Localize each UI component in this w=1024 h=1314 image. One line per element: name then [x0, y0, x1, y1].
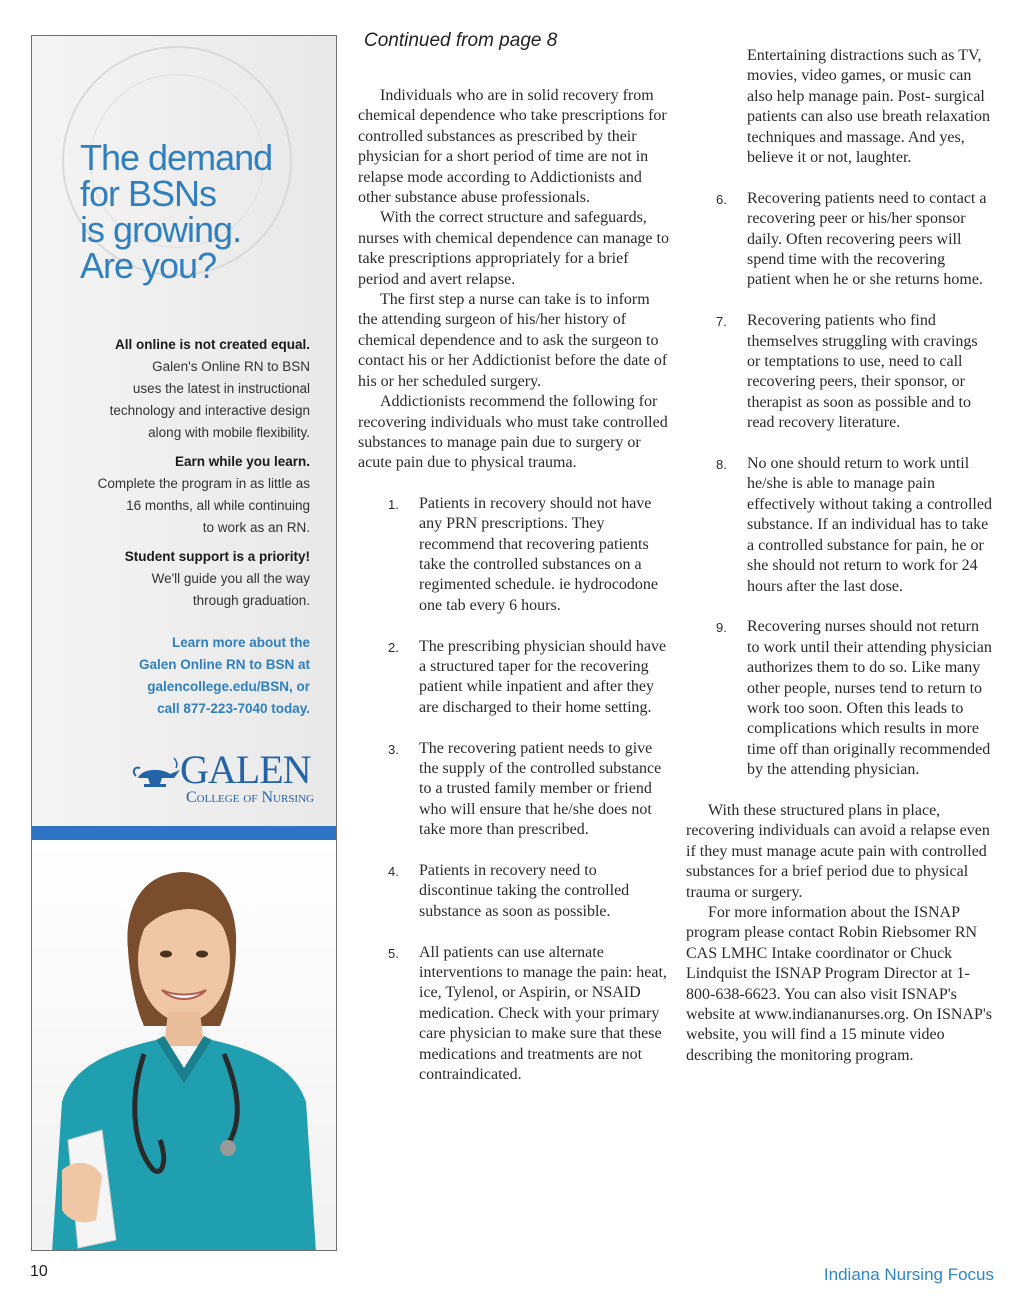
list-text: All patients can use alternate interventions to manage the pain: heat, ice, Tylenol, or Aspirin, or NSAID medication. Check with your primary care physician to make sure that these medications and treatments are not contraindicated.	[419, 943, 667, 1084]
list-item	[358, 494, 670, 616]
ad-headline	[80, 137, 320, 286]
list-item	[686, 617, 992, 780]
ad-copy	[42, 334, 310, 612]
recommendations-list-continued	[686, 46, 992, 781]
article-paragraph: Addictionists recommend the following for recovering individuals who must take controlled substances to manage pain due to surgery or acute pain due to physical trauma.	[358, 393, 668, 472]
galen-logo	[132, 748, 312, 810]
list-item	[358, 739, 670, 841]
article-paragraph: With these structured plans in place, recovering individuals can avoid a relapse even if they must manage acute pain with controlled substances for a brief period due to physical trauma or surgery.	[686, 801, 990, 901]
ad-cta-line: Learn more about the	[171, 635, 310, 650]
list-item	[686, 454, 992, 597]
list-number: 4.	[388, 863, 399, 879]
list-text: The prescribing physician should have a structured taper for the recovering patient while inpatient and after they are discharged to their home setting.	[419, 637, 667, 716]
list-number: 3.	[388, 741, 399, 757]
list-number: 2.	[388, 639, 399, 655]
article-column-right	[686, 46, 992, 1066]
list-item	[358, 637, 670, 719]
list-text: Recovering patients who find themselves struggling with cravings or temptations to use, need to call recovering peers, their sponsor, or therapist as soon as possible and to read recovery literature.	[747, 312, 978, 432]
ad-block-heading: Earn while you learn.	[174, 454, 310, 469]
ad-headline-line: The demand	[80, 137, 273, 178]
list-number: 1.	[388, 496, 399, 512]
list-text: Recovering nurses should not return to work until their attending physician authorizes them to do so. Like many other people, nurses tend to return to work too soon. Often this leads to complications which results in more time off than originally recommended by the attending physician.	[747, 618, 992, 779]
list-item	[358, 861, 670, 922]
list-number: 8.	[716, 457, 727, 473]
article-paragraph: Individuals who are in solid recovery from chemical dependence who take prescriptions for controlled substances as prescribed by their physician for a short period of time are not in relapse mode according to Addictionists and other substance abuse professionals.	[358, 87, 667, 207]
ad-headline-line: Are you?	[80, 245, 217, 286]
list-item	[358, 943, 670, 1086]
list-text: Patients in recovery need to discontinue taking the controlled substance as soon as possible.	[419, 861, 630, 920]
continued-label: Continued from page 8	[364, 30, 558, 51]
article-paragraph: For more information about the ISNAP program please contact Robin Riebsomer RN CAS LMHC Intake coordinator or Chuck Lindquist the ISNAP Program Director at 1-800-638-6623. You can also visit ISNAP's website at www.indiananurses.org. On ISNAP's website, you will find a 15 minute video describing the monitoring program.	[686, 903, 992, 1064]
ad-block-line: Complete the program in as little as	[97, 476, 310, 491]
list-text: No one should return to work until he/she is able to manage pain effectively without taking a controlled substance. If an individual has to take a controlled substance for pain, he or she should not return to work for 24 hours after the last dose.	[747, 455, 992, 595]
ad-block-line: uses the latest in instructional	[132, 381, 310, 396]
publication-name: Indiana Nursing Focus	[823, 1265, 994, 1284]
page-number: 10	[30, 1263, 48, 1280]
list-text: Recovering patients need to contact a recovering peer or his/her sponsor daily. Often recovering peers will spend time with the recovering patient when he or she returns home.	[747, 189, 987, 289]
ad-block-heading: Student support is a priority!	[124, 549, 310, 564]
ad-cta-line: call 877-223-7040 today.	[157, 701, 310, 716]
ad-block-line: Galen's Online RN to BSN	[152, 359, 310, 374]
list-text: Patients in recovery should not have any PRN prescriptions. They recommend that recovering patients take the controlled substances on a regimented schedule. ie hydrocodone one tab every 6 hours.	[419, 494, 659, 614]
article-column-middle	[358, 86, 670, 1106]
list-item	[686, 189, 992, 291]
article-paragraph: With the correct structure and safeguards, nurses with chemical dependence can manage to take prescriptions appropriately for a brief period and avert relapse.	[358, 209, 669, 288]
logo-subtitle: College of Nursing	[185, 789, 314, 806]
list-number: 5.	[388, 945, 399, 961]
ad-accent-band	[32, 826, 336, 840]
ad-block-line: through graduation.	[192, 593, 310, 608]
ad-block-line: 16 months, all while continuing	[126, 498, 310, 513]
ad-call-to-action	[92, 632, 310, 720]
ad-block-line: along with mobile flexibility.	[148, 425, 310, 440]
nurse-photo	[32, 840, 336, 1251]
ad-block-line: to work as an RN.	[202, 520, 310, 535]
ad-block-line: technology and interactive design	[109, 403, 310, 418]
ad-block-heading: All online is not created equal.	[114, 337, 310, 352]
list-number: 6.	[716, 191, 727, 207]
list-item-continuation	[686, 46, 992, 168]
list-number: 9.	[716, 620, 727, 636]
ad-headline-line: for BSNs	[80, 173, 217, 214]
list-number: 7.	[716, 314, 727, 330]
ad-block-line: We'll guide you all the way	[151, 571, 310, 586]
recommendations-list	[358, 494, 670, 1086]
logo-name: GALEN	[180, 747, 311, 792]
list-item	[686, 311, 992, 433]
article-paragraph: The first step a nurse can take is to inform the attending surgeon of his/her history of chemical dependence and to ask the surgeon to contact his or her Addictionist before the date of his or her scheduled surgery.	[358, 291, 668, 390]
ad-cta-line: Galen Online RN to BSN at	[138, 657, 310, 672]
ad-cta-line: galencollege.edu/BSN, or	[147, 679, 310, 694]
lamp-icon	[132, 756, 182, 790]
ad-headline-line: is growing.	[80, 209, 242, 250]
list-text: Entertaining distractions such as TV, movies, video games, or music can also help manage pain. Post- surgical patients can also use breath relaxation techniques and massage. And yes, believe it or not, laughter.	[747, 47, 991, 167]
list-text: The recovering patient needs to give the supply of the controlled substance to a trusted family member or friend who will ensure that he/she does not take more than prescribed.	[419, 739, 662, 839]
galen-advertisement	[31, 35, 337, 1251]
